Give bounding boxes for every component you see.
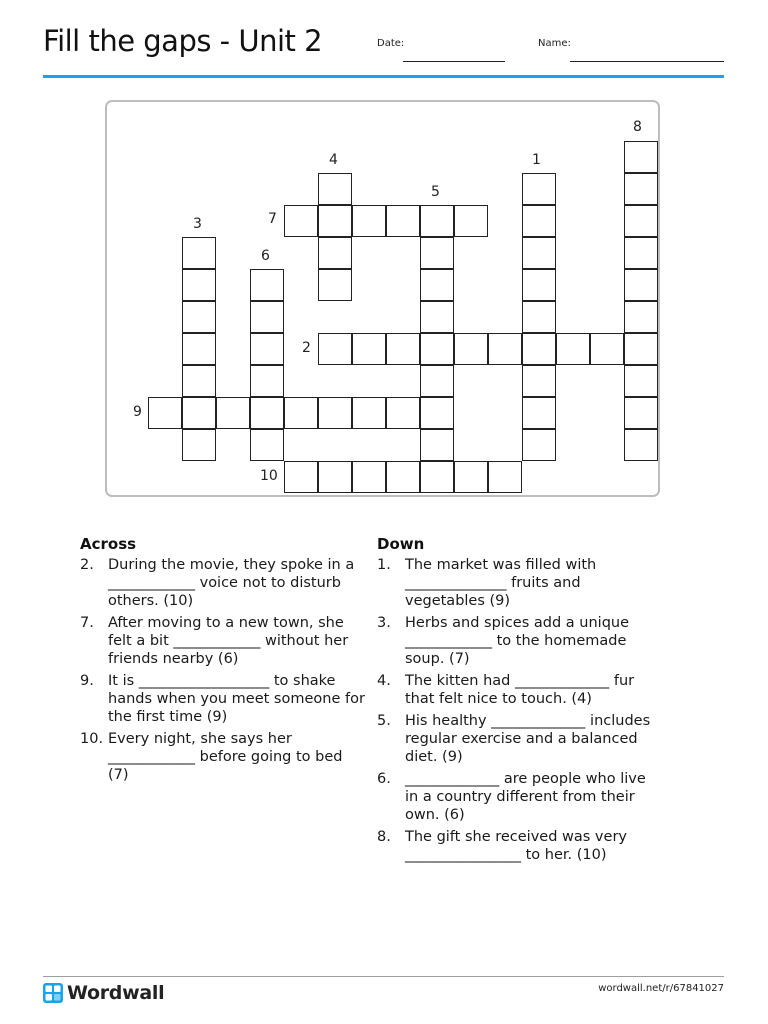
- crossword-cell[interactable]: [624, 237, 658, 269]
- clue-text: It is __________________ to shake hands when you meet someone for the first time (9): [108, 673, 365, 725]
- crossword-cell[interactable]: [624, 205, 658, 237]
- clue-text: After moving to a new town, she felt a bit ____________ without her friends nearby (6): [108, 615, 349, 667]
- crossword-cell[interactable]: [352, 205, 386, 237]
- down-heading: Down: [377, 535, 425, 553]
- crossword-cell[interactable]: [250, 333, 284, 365]
- clue-across-2: [80, 556, 365, 610]
- crossword-cell[interactable]: [182, 237, 216, 269]
- crossword-cell[interactable]: [352, 333, 386, 365]
- crossword-cell[interactable]: [182, 333, 216, 365]
- clue-number: 10.: [80, 731, 104, 747]
- crossword-cell[interactable]: [182, 365, 216, 397]
- clue-down-1: [377, 556, 662, 610]
- crossword-cell[interactable]: [386, 205, 420, 237]
- clue-number: 9.: [80, 673, 94, 689]
- crossword-cell[interactable]: [624, 269, 658, 301]
- clue-text: Every night, she says her ____________ before going to bed (7): [108, 731, 343, 783]
- crossword-cell[interactable]: [522, 365, 556, 397]
- crossword-cell[interactable]: [420, 205, 454, 237]
- crossword-cell[interactable]: [318, 269, 352, 301]
- crossword-cell[interactable]: [522, 429, 556, 461]
- clue-down-3: [377, 614, 662, 668]
- clue-number: 7.: [80, 615, 94, 631]
- brand-name: Wordwall: [67, 982, 165, 1004]
- clue-down-4: [377, 672, 662, 708]
- across-clues: [80, 535, 365, 788]
- crossword-cell[interactable]: [624, 397, 658, 429]
- clue-number: 5.: [377, 713, 391, 729]
- clue-number: 2.: [80, 557, 94, 573]
- clue-text: Herbs and spices add a unique ____________ to the homemade soup. (7): [405, 615, 630, 667]
- crossword-cell[interactable]: [624, 365, 658, 397]
- crossword-cell[interactable]: [386, 397, 420, 429]
- crossword-cell[interactable]: [420, 429, 454, 461]
- clue-number: 1.: [377, 557, 391, 573]
- crossword-cell[interactable]: [318, 237, 352, 269]
- crossword-cell[interactable]: [420, 237, 454, 269]
- clue-down-5: [377, 712, 662, 766]
- crossword-cell[interactable]: [352, 461, 386, 493]
- clue-across-10: [80, 730, 365, 784]
- page-title: Fill the gaps - Unit 2: [43, 24, 323, 58]
- crossword-cell[interactable]: [318, 461, 352, 493]
- crossword-cell[interactable]: [284, 205, 318, 237]
- name-field[interactable]: [570, 61, 724, 62]
- crossword-number-5: 5: [431, 184, 440, 200]
- activity-url: wordwall.net/r/67841027: [598, 983, 724, 994]
- crossword-number-8: 8: [633, 119, 642, 135]
- crossword-cell[interactable]: [454, 205, 488, 237]
- crossword-cell[interactable]: [250, 397, 284, 429]
- clue-down-6: [377, 770, 662, 824]
- crossword-cell[interactable]: [182, 269, 216, 301]
- crossword-number-3: 3: [193, 216, 202, 232]
- crossword-cell[interactable]: [420, 333, 454, 365]
- crossword-cell[interactable]: [182, 397, 216, 429]
- crossword-cell[interactable]: [420, 365, 454, 397]
- wordwall-logo-icon: [43, 983, 63, 1003]
- clue-text: During the movie, they spoke in a ____________ voice not to disturb others. (10): [108, 557, 355, 609]
- crossword-cell[interactable]: [488, 461, 522, 493]
- wordwall-logo: [43, 982, 164, 1004]
- crossword-cell[interactable]: [148, 397, 182, 429]
- clue-text: His healthy _____________ includes regular exercise and a balanced diet. (9): [405, 713, 651, 765]
- crossword-number-6: 6: [261, 248, 270, 264]
- clue-number: 8.: [377, 829, 391, 845]
- clue-number: 4.: [377, 673, 391, 689]
- clue-down-8: [377, 828, 662, 864]
- crossword-cell[interactable]: [556, 333, 590, 365]
- crossword-number-7: 7: [268, 211, 277, 227]
- clue-text: _____________ are people who live in a country different from their own. (6): [405, 771, 646, 823]
- crossword-cell[interactable]: [624, 301, 658, 333]
- crossword-cell[interactable]: [590, 333, 624, 365]
- crossword-cell[interactable]: [522, 397, 556, 429]
- crossword-cell[interactable]: [624, 141, 658, 173]
- crossword-cell[interactable]: [420, 301, 454, 333]
- crossword-cell[interactable]: [454, 333, 488, 365]
- crossword-cell[interactable]: [318, 397, 352, 429]
- crossword-number-1: 1: [532, 152, 541, 168]
- crossword-cell[interactable]: [250, 301, 284, 333]
- crossword-number-2: 2: [302, 340, 311, 356]
- crossword-cell[interactable]: [216, 397, 250, 429]
- crossword-cell[interactable]: [522, 237, 556, 269]
- crossword-cell[interactable]: [522, 333, 556, 365]
- crossword-cell[interactable]: [182, 429, 216, 461]
- crossword-number-10: 10: [260, 468, 278, 484]
- crossword-cell[interactable]: [318, 205, 352, 237]
- crossword-cell[interactable]: [250, 365, 284, 397]
- clue-text: The kitten had _____________ fur that felt nice to touch. (4): [405, 673, 635, 707]
- clue-number: 3.: [377, 615, 391, 631]
- crossword-cell[interactable]: [624, 173, 658, 205]
- clue-text: The market was filled with ______________ fruits and vegetables (9): [405, 557, 597, 609]
- clue-number: 6.: [377, 771, 391, 787]
- crossword-cell[interactable]: [624, 333, 658, 365]
- crossword-cell[interactable]: [522, 269, 556, 301]
- crossword-cell[interactable]: [420, 461, 454, 493]
- crossword-cell[interactable]: [522, 301, 556, 333]
- crossword-cell[interactable]: [352, 397, 386, 429]
- name-label: Name:: [538, 38, 571, 49]
- crossword-cell[interactable]: [284, 461, 318, 493]
- crossword-cell[interactable]: [386, 461, 420, 493]
- down-clues: [377, 535, 662, 868]
- crossword-cell[interactable]: [624, 429, 658, 461]
- crossword-cell[interactable]: [250, 269, 284, 301]
- footer-divider: [43, 976, 724, 977]
- clue-across-7: [80, 614, 365, 668]
- crossword-cell[interactable]: [182, 301, 216, 333]
- date-field[interactable]: [403, 61, 505, 62]
- crossword-cell[interactable]: [250, 429, 284, 461]
- crossword-cell[interactable]: [522, 205, 556, 237]
- crossword-cell[interactable]: [318, 333, 352, 365]
- clue-across-9: [80, 672, 365, 726]
- crossword-cell[interactable]: [386, 333, 420, 365]
- crossword-cell[interactable]: [420, 269, 454, 301]
- crossword-cell[interactable]: [318, 173, 352, 205]
- clue-text: The gift she received was very ________________ to her. (10): [405, 829, 627, 863]
- crossword-number-4: 4: [329, 152, 338, 168]
- crossword-cell[interactable]: [488, 333, 522, 365]
- crossword-cell[interactable]: [284, 397, 318, 429]
- crossword-cell[interactable]: [522, 173, 556, 205]
- crossword-cell[interactable]: [454, 461, 488, 493]
- date-label: Date:: [377, 38, 405, 49]
- across-heading: Across: [80, 535, 137, 553]
- crossword-number-9: 9: [133, 404, 142, 420]
- crossword-cell[interactable]: [420, 397, 454, 429]
- header-divider: [43, 75, 724, 78]
